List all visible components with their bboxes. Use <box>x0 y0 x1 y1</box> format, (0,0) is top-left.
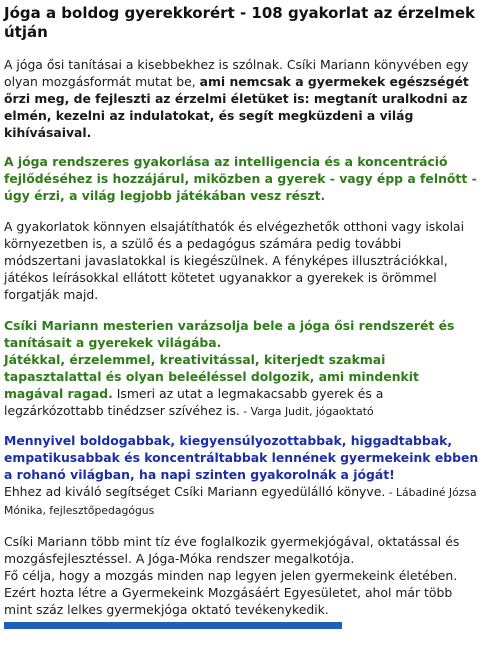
bottom-divider <box>4 622 342 629</box>
review-green-line: Csíki Mariann mesterien varázsolja bele a jóga ősi rendszerét és tanításait a gyerekek világába. <box>4 318 455 350</box>
book-title: Jóga a boldog gyerekkorért - 108 gyakorlat az érzelmek útján <box>4 4 475 41</box>
intro-paragraph <box>4 56 482 141</box>
review-green-rest: Játékkal, érzelemmel, kreativitással, kiterjedt szakmai tapasztalattal és olyan beleéléssel dolgozik, ami mindenkit magával ragad. <box>4 352 419 401</box>
review-attribution-2: - Lábadiné Józsa Mónika, fejlesztőpedagógus <box>4 486 477 517</box>
review-plain-text: Ismeri az utat a legmakacsabb gyerek és a legzárkózottabb tinédzser szívéhez is. <box>4 386 384 418</box>
review-quote-labadine <box>4 432 482 519</box>
review-attribution: - Varga Judit, jógaoktató <box>239 405 374 418</box>
author-bio-line-1: Csíki Mariann több mint tíz éve foglalkozik gyermekjógával, oktatással és mozgásfejlesztéssel. A Jóga-Móka rendszer megalkotója. <box>4 534 460 566</box>
review-blue-text: Mennyivel boldogabbak, kiegyensúlyozottabbak, higgadtabbak, empatikusabbak és koncentráltabbak lennének gyermekeink ebben a rohanó világban, ha napi szinten gyakorolnák a jógát! <box>4 433 479 482</box>
intro-bold-text: ami nemcsak a gyermekek egészségét őrzi meg, de fejleszti az érzelmi életüket is: megtanít uralkodni az elmén, kezelni az indulatokat, és segít megküzdeni a világ kihívásaival. <box>4 74 469 140</box>
green-highlight-paragraph: A jóga rendszeres gyakorlása az intelligencia és a koncentráció fejlődéséhez is hozzájárul, miközben a gyerek - vagy épp a felnőtt - úgy érzi, a világ legjobb játékában vesz részt. <box>4 154 477 203</box>
author-bio-paragraph <box>4 533 482 618</box>
intro-plain-text: A jóga ősi tanításai a kisebbekhez is szólnak. Csíki Mariann könyvében egy olyan mozgásformát mutat be, <box>4 57 469 89</box>
author-bio-line-2: Fő célja, hogy a mozgás minden nap legyen jelen gyermekeink életében. Ezért hozta létre a Gyermekeink Mozgásáért Egyesületet, ahol már több mint száz lelkes gyermekjóga oktató tevékenykedik. <box>4 568 458 617</box>
practice-paragraph: A gyakorlatok könnyen elsajátíthatók és elvégezhetők otthoni vagy iskolai környezetben is, a szülő és a pedagógus számára pedig további módszertani javaslatokkal is kiegészülnek. A fényképes illusztrációkkal, játékos leírásokkal ellátott kötetet ugyanakkor a gyerekek is örömmel forgatják majd. <box>4 219 465 302</box>
review-plain-text-2: Ehhez ad kiváló segítséget Csíki Mariann egyedülálló könyve. <box>4 484 386 499</box>
book-description <box>4 4 482 629</box>
review-quote-varga <box>4 317 482 420</box>
